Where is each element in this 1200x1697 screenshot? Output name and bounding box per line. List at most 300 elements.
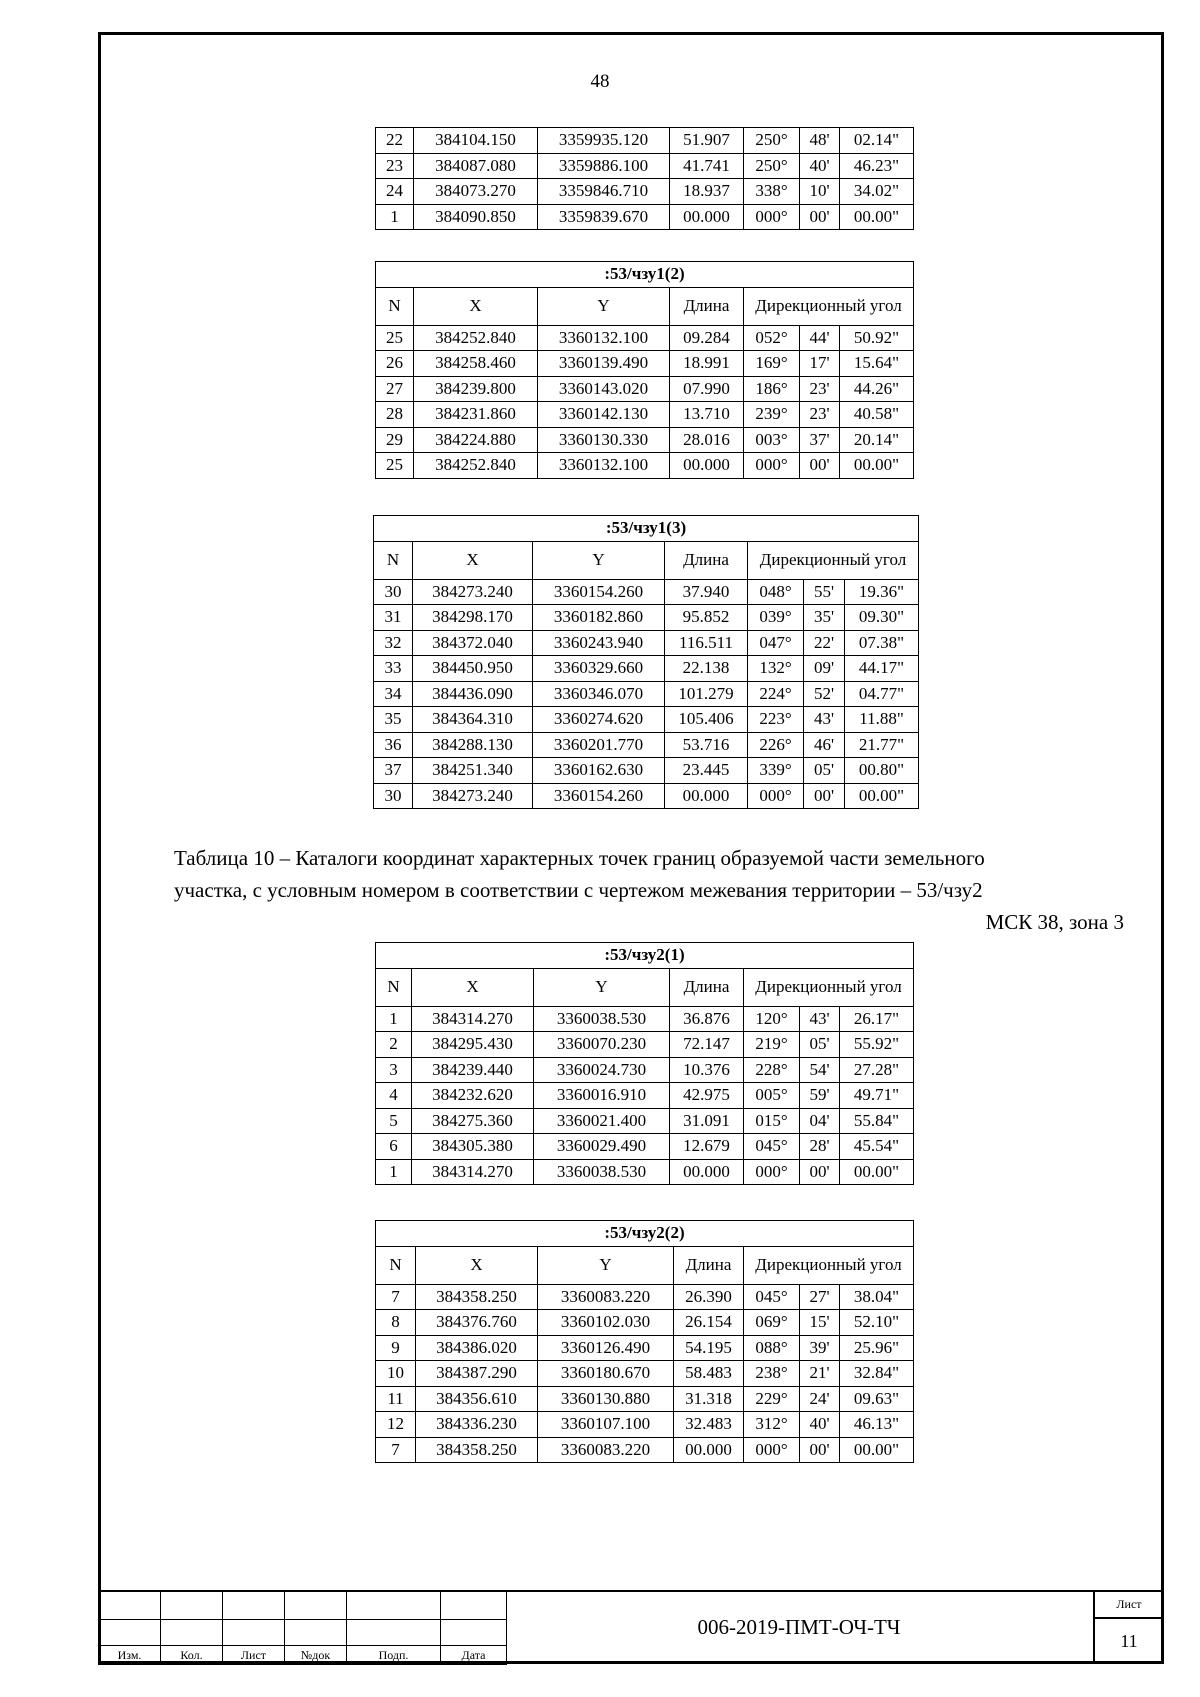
cell-y: 3360154.260 (533, 579, 665, 605)
cell-x: 384298.170 (413, 605, 533, 631)
cell-minutes: 00' (800, 1437, 840, 1463)
cell-length: 00.000 (665, 783, 748, 809)
cell-y: 3360243.940 (533, 630, 665, 656)
cell-length: 51.907 (670, 128, 744, 154)
table-caption (174, 842, 1124, 938)
cell-y: 3360126.490 (538, 1335, 674, 1361)
cell-minutes: 27' (800, 1284, 840, 1310)
table-title: :53/чзу2(2) (376, 1221, 914, 1247)
cell-n: 27 (376, 376, 414, 402)
cell-y: 3360130.880 (538, 1386, 674, 1412)
stamp-label-change: Изм. (99, 1646, 161, 1665)
cell-minutes: 48' (800, 128, 840, 154)
cell-minutes: 23' (800, 376, 840, 402)
cell-seconds: 34.02" (840, 179, 914, 205)
cell-x: 384386.020 (416, 1335, 538, 1361)
header-n: N (374, 541, 413, 579)
cell-x: 384358.250 (416, 1437, 538, 1463)
header-length: Длина (670, 287, 744, 325)
cell-minutes: 52' (804, 681, 845, 707)
table-row (376, 128, 914, 154)
cell-length: 00.000 (670, 204, 744, 230)
cell-y: 3360143.020 (538, 376, 670, 402)
cell-degrees: 224° (748, 681, 804, 707)
table-row (376, 1361, 914, 1387)
cell-n: 25 (376, 325, 414, 351)
cell-length: 09.284 (670, 325, 744, 351)
cell-x: 384314.270 (412, 1006, 534, 1032)
cell-length: 13.710 (670, 402, 744, 428)
cell-n: 30 (374, 579, 413, 605)
cell-x: 384295.430 (412, 1032, 534, 1058)
cell-length: 41.741 (670, 153, 744, 179)
cell-minutes: 00' (804, 783, 845, 809)
cell-n: 22 (376, 128, 414, 154)
stamp-label-sheet: Лист (223, 1646, 285, 1665)
cell-minutes: 59' (800, 1083, 840, 1109)
cell-x: 384273.240 (413, 783, 533, 809)
cell-seconds: 25.96" (840, 1335, 914, 1361)
cell-x: 384364.310 (413, 707, 533, 733)
header-direction-angle: Дирекционный угол (744, 968, 914, 1006)
cell-degrees: 132° (748, 656, 804, 682)
cell-seconds: 49.71" (840, 1083, 914, 1109)
cell-minutes: 04' (800, 1108, 840, 1134)
page-number: 48 (590, 71, 610, 92)
cell-minutes: 05' (804, 758, 845, 784)
cell-minutes: 23' (800, 402, 840, 428)
cell-n: 1 (376, 1006, 412, 1032)
cell-y: 3359886.100 (538, 153, 670, 179)
cell-length: 42.975 (670, 1083, 744, 1109)
cell-y: 3360021.400 (534, 1108, 670, 1134)
cell-length: 22.138 (665, 656, 748, 682)
cell-minutes: 40' (800, 1412, 840, 1438)
cell-n: 7 (376, 1284, 416, 1310)
cell-minutes: 00' (800, 453, 840, 479)
cell-length: 72.147 (670, 1032, 744, 1058)
cell-seconds: 00.00" (840, 453, 914, 479)
cell-y: 3360024.730 (534, 1057, 670, 1083)
cell-n: 32 (374, 630, 413, 656)
cell-degrees: 000° (744, 204, 800, 230)
cell-y: 3360182.860 (533, 605, 665, 631)
cell-minutes: 15' (800, 1310, 840, 1336)
cell-n: 37 (374, 758, 413, 784)
cell-y: 3360132.100 (538, 453, 670, 479)
cell-y: 3360329.660 (533, 656, 665, 682)
cell-length: 00.000 (670, 453, 744, 479)
header-length: Длина (665, 541, 748, 579)
cell-x: 384104.150 (414, 128, 538, 154)
cell-degrees: 048° (748, 579, 804, 605)
cell-minutes: 22' (804, 630, 845, 656)
cell-seconds: 09.63" (840, 1386, 914, 1412)
table-row (376, 1006, 914, 1032)
cell-y: 3360107.100 (538, 1412, 674, 1438)
table-row (374, 579, 919, 605)
cell-degrees: 312° (744, 1412, 800, 1438)
cell-n: 29 (376, 427, 414, 453)
cell-y: 3360346.070 (533, 681, 665, 707)
cell-length: 101.279 (665, 681, 748, 707)
cell-minutes: 28' (800, 1134, 840, 1160)
header-y: Y (533, 541, 665, 579)
header-n: N (376, 968, 412, 1006)
header-n: N (376, 287, 414, 325)
cell-degrees: 120° (744, 1006, 800, 1032)
cell-x: 384224.880 (414, 427, 538, 453)
cell-minutes: 17' (800, 351, 840, 377)
cell-degrees: 339° (748, 758, 804, 784)
cell-seconds: 20.14" (840, 427, 914, 453)
cell-n: 1 (376, 204, 414, 230)
header-direction-angle: Дирекционный угол (744, 1246, 914, 1284)
table-row (376, 179, 914, 205)
cell-degrees: 239° (744, 402, 800, 428)
cell-x: 384305.380 (412, 1134, 534, 1160)
cell-x: 384090.850 (414, 204, 538, 230)
cell-degrees: 005° (744, 1083, 800, 1109)
cell-degrees: 169° (744, 351, 800, 377)
table-row (374, 605, 919, 631)
cell-minutes: 40' (800, 153, 840, 179)
cell-y: 3359846.710 (538, 179, 670, 205)
table-row (376, 153, 914, 179)
coordinate-table-chzu1-2 (375, 261, 914, 479)
cell-n: 4 (376, 1083, 412, 1109)
cell-n: 34 (374, 681, 413, 707)
header-x: X (412, 968, 534, 1006)
cell-minutes: 00' (800, 1159, 840, 1185)
cell-degrees: 228° (744, 1057, 800, 1083)
cell-length: 18.937 (670, 179, 744, 205)
cell-length: 18.991 (670, 351, 744, 377)
cell-seconds: 45.54" (840, 1134, 914, 1160)
cell-x: 384087.080 (414, 153, 538, 179)
cell-degrees: 186° (744, 376, 800, 402)
cell-degrees: 045° (744, 1134, 800, 1160)
table-row (374, 707, 919, 733)
cell-n: 11 (376, 1386, 416, 1412)
cell-minutes: 43' (800, 1006, 840, 1032)
cell-n: 23 (376, 153, 414, 179)
cell-n: 31 (374, 605, 413, 631)
cell-minutes: 39' (800, 1335, 840, 1361)
cell-x: 384239.800 (414, 376, 538, 402)
cell-degrees: 000° (748, 783, 804, 809)
cell-seconds: 00.80" (845, 758, 919, 784)
coordinate-table-continuation (375, 127, 914, 230)
coordinate-system-zone: МСК 38, зона 3 (985, 910, 1124, 934)
header-y: Y (538, 287, 670, 325)
cell-y: 3359839.670 (538, 204, 670, 230)
cell-y: 3360180.670 (538, 1361, 674, 1387)
cell-x: 384372.040 (413, 630, 533, 656)
cell-y: 3360201.770 (533, 732, 665, 758)
cell-x: 384258.460 (414, 351, 538, 377)
cell-minutes: 44' (800, 325, 840, 351)
cell-y: 3360070.230 (534, 1032, 670, 1058)
cell-seconds: 19.36" (845, 579, 919, 605)
cell-seconds: 46.13" (840, 1412, 914, 1438)
table-row (376, 1335, 914, 1361)
cell-length: 23.445 (665, 758, 748, 784)
cell-n: 33 (374, 656, 413, 682)
cell-n: 26 (376, 351, 414, 377)
cell-length: 105.406 (665, 707, 748, 733)
cell-x: 384450.950 (413, 656, 533, 682)
table-row (376, 1437, 914, 1463)
cell-seconds: 09.30" (845, 605, 919, 631)
cell-length: 10.376 (670, 1057, 744, 1083)
cell-y: 3360139.490 (538, 351, 670, 377)
cell-seconds: 26.17" (840, 1006, 914, 1032)
cell-length: 116.511 (665, 630, 748, 656)
cell-seconds: 46.23" (840, 153, 914, 179)
cell-length: 37.940 (665, 579, 748, 605)
cell-seconds: 32.84" (840, 1361, 914, 1387)
cell-y: 3360154.260 (533, 783, 665, 809)
cell-seconds: 55.92" (840, 1032, 914, 1058)
cell-y: 3360016.910 (534, 1083, 670, 1109)
cell-degrees: 047° (748, 630, 804, 656)
cell-n: 7 (376, 1437, 416, 1463)
coordinate-table-chzu2-1 (375, 942, 914, 1185)
cell-x: 384314.270 (412, 1159, 534, 1185)
cell-n: 5 (376, 1108, 412, 1134)
table-row (374, 732, 919, 758)
cell-y: 3360038.530 (534, 1159, 670, 1185)
cell-degrees: 045° (744, 1284, 800, 1310)
cell-minutes: 37' (800, 427, 840, 453)
cell-y: 3359935.120 (538, 128, 670, 154)
cell-length: 32.483 (674, 1412, 744, 1438)
table-row (376, 1284, 914, 1310)
cell-seconds: 21.77" (845, 732, 919, 758)
sheet-number: 11 (1120, 1631, 1138, 1651)
cell-minutes: 00' (800, 204, 840, 230)
cell-n: 36 (374, 732, 413, 758)
table-row (374, 758, 919, 784)
cell-seconds: 00.00" (840, 1437, 914, 1463)
cell-x: 384252.840 (414, 325, 538, 351)
cell-n: 30 (374, 783, 413, 809)
table-row (376, 325, 914, 351)
cell-degrees: 219° (744, 1032, 800, 1058)
cell-n: 10 (376, 1361, 416, 1387)
header-length: Длина (674, 1246, 744, 1284)
cell-n: 3 (376, 1057, 412, 1083)
table-row (376, 402, 914, 428)
cell-length: 58.483 (674, 1361, 744, 1387)
sheet-label: Лист (1116, 1597, 1142, 1611)
cell-minutes: 05' (800, 1032, 840, 1058)
cell-n: 25 (376, 453, 414, 479)
table-title: :53/чзу1(2) (376, 262, 914, 288)
cell-seconds: 50.92" (840, 325, 914, 351)
cell-y: 3360142.130 (538, 402, 670, 428)
cell-length: 12.679 (670, 1134, 744, 1160)
cell-x: 384239.440 (412, 1057, 534, 1083)
cell-y: 3360274.620 (533, 707, 665, 733)
cell-degrees: 250° (744, 153, 800, 179)
cell-length: 95.852 (665, 605, 748, 631)
cell-degrees: 338° (744, 179, 800, 205)
stamp-label-signature: Подп. (347, 1646, 441, 1665)
cell-n: 24 (376, 179, 414, 205)
cell-n: 9 (376, 1335, 416, 1361)
cell-length: 26.154 (674, 1310, 744, 1336)
cell-minutes: 21' (800, 1361, 840, 1387)
cell-n: 28 (376, 402, 414, 428)
coordinate-table-chzu1-3 (373, 515, 919, 809)
cell-length: 31.318 (674, 1386, 744, 1412)
cell-x: 384356.610 (416, 1386, 538, 1412)
table-row (376, 1159, 914, 1185)
cell-minutes: 55' (804, 579, 845, 605)
cell-length: 00.000 (670, 1159, 744, 1185)
cell-seconds: 52.10" (840, 1310, 914, 1336)
stamp-label-date: Дата (441, 1646, 507, 1665)
title-block-grid (98, 1591, 507, 1665)
cell-seconds: 00.00" (840, 1159, 914, 1185)
cell-x: 384358.250 (416, 1284, 538, 1310)
cell-minutes: 35' (804, 605, 845, 631)
stamp-label-count: Кол. (161, 1646, 223, 1665)
cell-degrees: 039° (748, 605, 804, 631)
cell-length: 00.000 (674, 1437, 744, 1463)
cell-seconds: 00.00" (845, 783, 919, 809)
header-n: N (376, 1246, 416, 1284)
cell-x: 384376.760 (416, 1310, 538, 1336)
cell-seconds: 07.38" (845, 630, 919, 656)
cell-minutes: 24' (800, 1386, 840, 1412)
stamp-label-doc-number: №док (285, 1646, 347, 1665)
cell-n: 1 (376, 1159, 412, 1185)
table-row (376, 1412, 914, 1438)
header-y: Y (538, 1246, 674, 1284)
cell-seconds: 02.14" (840, 128, 914, 154)
cell-n: 12 (376, 1412, 416, 1438)
cell-degrees: 015° (744, 1108, 800, 1134)
table-title: :53/чзу1(3) (374, 516, 919, 542)
cell-degrees: 223° (748, 707, 804, 733)
header-x: X (416, 1246, 538, 1284)
table-row (376, 1108, 914, 1134)
cell-x: 384273.240 (413, 579, 533, 605)
table-row (374, 656, 919, 682)
cell-length: 26.390 (674, 1284, 744, 1310)
cell-seconds: 40.58" (840, 402, 914, 428)
document-code: 006-2019-ПМТ-ОЧ-ТЧ (697, 1615, 901, 1639)
caption-line-2: участка, с условным номером в соответствии с чертежом межевания территории – 53/чзу2 (174, 878, 983, 902)
cell-seconds: 38.04" (840, 1284, 914, 1310)
table-row (374, 783, 919, 809)
cell-degrees: 088° (744, 1335, 800, 1361)
table-row (374, 681, 919, 707)
cell-degrees: 250° (744, 128, 800, 154)
coordinate-table-chzu2-2 (375, 1220, 914, 1463)
cell-y: 3360132.100 (538, 325, 670, 351)
cell-x: 384336.230 (416, 1412, 538, 1438)
cell-seconds: 15.64" (840, 351, 914, 377)
caption-line-1: Таблица 10 – Каталоги координат характерных точек границ образуемой части земельного (174, 846, 985, 870)
cell-y: 3360162.630 (533, 758, 665, 784)
cell-length: 36.876 (670, 1006, 744, 1032)
header-direction-angle: Дирекционный угол (748, 541, 919, 579)
table-row (376, 376, 914, 402)
cell-y: 3360029.490 (534, 1134, 670, 1160)
cell-x: 384288.130 (413, 732, 533, 758)
cell-degrees: 229° (744, 1386, 800, 1412)
cell-degrees: 226° (748, 732, 804, 758)
cell-degrees: 238° (744, 1361, 800, 1387)
header-x: X (413, 541, 533, 579)
cell-minutes: 54' (800, 1057, 840, 1083)
cell-minutes: 43' (804, 707, 845, 733)
cell-minutes: 10' (800, 179, 840, 205)
cell-seconds: 04.77" (845, 681, 919, 707)
cell-x: 384436.090 (413, 681, 533, 707)
cell-length: 07.990 (670, 376, 744, 402)
cell-y: 3360083.220 (538, 1437, 674, 1463)
cell-length: 28.016 (670, 427, 744, 453)
table-row (376, 1057, 914, 1083)
cell-length: 31.091 (670, 1108, 744, 1134)
cell-x: 384251.340 (413, 758, 533, 784)
table-row (374, 630, 919, 656)
table-row (376, 1083, 914, 1109)
cell-seconds: 11.88" (845, 707, 919, 733)
cell-y: 3360083.220 (538, 1284, 674, 1310)
table-row (376, 351, 914, 377)
cell-x: 384231.860 (414, 402, 538, 428)
cell-n: 8 (376, 1310, 416, 1336)
cell-n: 35 (374, 707, 413, 733)
cell-minutes: 09' (804, 656, 845, 682)
cell-degrees: 000° (744, 1159, 800, 1185)
table-row (376, 427, 914, 453)
table-title: :53/чзу2(1) (376, 943, 914, 969)
header-y: Y (534, 968, 670, 1006)
cell-n: 6 (376, 1134, 412, 1160)
table-row (376, 1310, 914, 1336)
cell-degrees: 000° (744, 1437, 800, 1463)
header-length: Длина (670, 968, 744, 1006)
cell-seconds: 55.84" (840, 1108, 914, 1134)
cell-x: 384252.840 (414, 453, 538, 479)
cell-x: 384387.290 (416, 1361, 538, 1387)
cell-degrees: 003° (744, 427, 800, 453)
cell-seconds: 44.26" (840, 376, 914, 402)
cell-length: 53.716 (665, 732, 748, 758)
cell-n: 2 (376, 1032, 412, 1058)
header-x: X (414, 287, 538, 325)
cell-seconds: 27.28" (840, 1057, 914, 1083)
table-row (376, 1134, 914, 1160)
cell-x: 384073.270 (414, 179, 538, 205)
cell-y: 3360130.330 (538, 427, 670, 453)
table-row (376, 1386, 914, 1412)
cell-x: 384232.620 (412, 1083, 534, 1109)
cell-degrees: 000° (744, 453, 800, 479)
cell-seconds: 44.17" (845, 656, 919, 682)
cell-y: 3360102.030 (538, 1310, 674, 1336)
cell-x: 384275.360 (412, 1108, 534, 1134)
cell-length: 54.195 (674, 1335, 744, 1361)
cell-degrees: 052° (744, 325, 800, 351)
